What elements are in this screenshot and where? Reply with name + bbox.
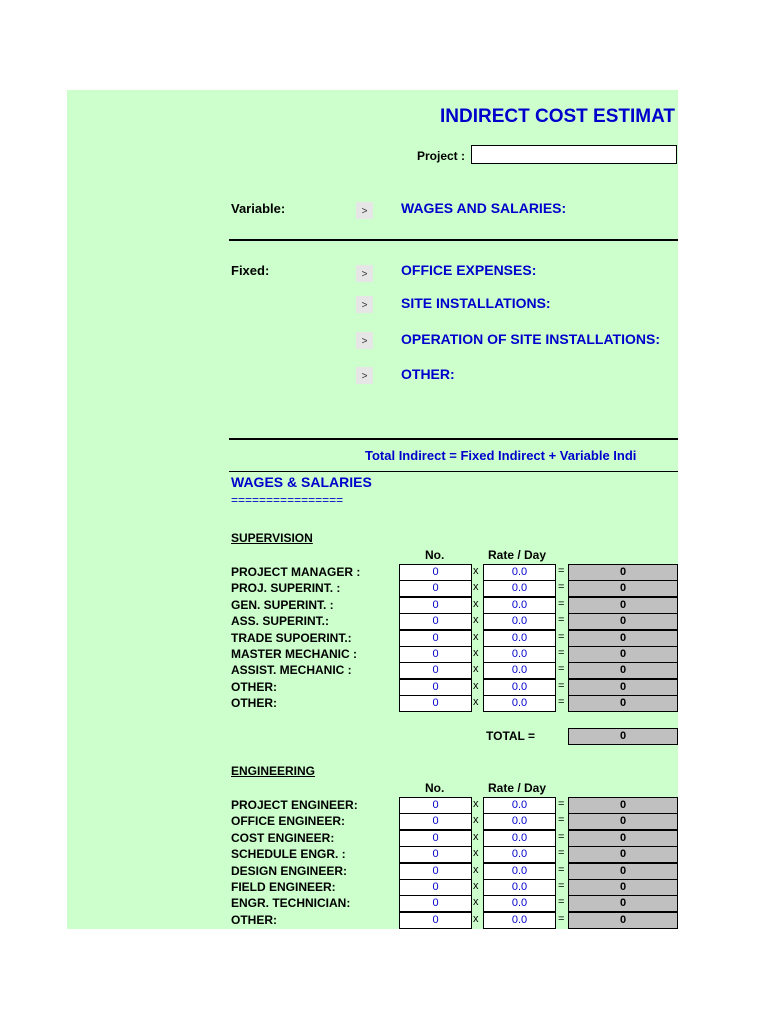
row-label: ENGR. TECHNICIAN: (231, 896, 351, 911)
equals-sign: = (558, 679, 565, 692)
page-title: INDIRECT COST ESTIMAT (440, 106, 676, 127)
row-total: 0 (568, 630, 678, 647)
table-row (67, 564, 678, 581)
times-sign: x (473, 830, 479, 843)
equals-sign: = (558, 798, 565, 810)
rate-input[interactable]: 0.0 (483, 646, 556, 663)
rate-input[interactable]: 0.0 (483, 879, 556, 896)
engineering-heading: ENGINEERING (231, 764, 316, 778)
times-sign: x (473, 880, 479, 892)
equals-sign: = (558, 614, 565, 627)
rate-input[interactable]: 0.0 (483, 662, 556, 679)
times-sign: x (473, 630, 479, 643)
rate-input[interactable]: 0.0 (483, 846, 556, 863)
quantity-input[interactable]: 0 (399, 580, 472, 597)
row-label: OTHER: (231, 679, 277, 694)
quantity-input[interactable]: 0 (399, 895, 472, 912)
table-row (67, 863, 678, 880)
equals-sign: = (558, 581, 565, 594)
times-sign: x (473, 912, 479, 925)
row-label: GEN. SUPERINT. : (231, 597, 334, 612)
row-total: 0 (568, 613, 678, 630)
office-expenses-button[interactable]: > (356, 265, 373, 282)
quantity-input[interactable]: 0 (399, 630, 472, 647)
row-total: 0 (568, 846, 678, 863)
row-label: OTHER: (231, 912, 277, 927)
col-no-header: No. (425, 781, 445, 795)
rate-input[interactable]: 0.0 (483, 679, 556, 696)
rate-input[interactable]: 0.0 (483, 613, 556, 630)
table-row (67, 879, 678, 896)
wages-underline: ================ (231, 493, 344, 507)
project-field[interactable] (471, 145, 677, 164)
row-label: PROJ. SUPERINT. : (231, 581, 341, 596)
row-label: PROJECT ENGINEER: (231, 798, 358, 812)
quantity-input[interactable]: 0 (399, 813, 472, 830)
col-no-header: No. (425, 548, 445, 562)
rate-input[interactable]: 0.0 (483, 695, 556, 712)
quantity-input[interactable]: 0 (399, 679, 472, 696)
equals-sign: = (558, 863, 565, 876)
quantity-input[interactable]: 0 (399, 863, 472, 880)
equals-sign: = (558, 830, 565, 843)
office-expenses-link[interactable]: OFFICE EXPENSES: (401, 262, 537, 278)
times-sign: x (473, 647, 479, 659)
equals-sign: = (558, 597, 565, 610)
table-row (67, 580, 678, 597)
other-link[interactable]: OTHER: (401, 366, 455, 382)
table-row (67, 797, 678, 814)
wages-heading: WAGES & SALARIES (231, 474, 372, 490)
equals-sign: = (558, 696, 565, 709)
wages-salaries-link[interactable]: WAGES AND SALARIES: (401, 200, 567, 216)
operation-site-button[interactable]: > (356, 332, 373, 349)
quantity-input[interactable]: 0 (399, 646, 472, 663)
row-total: 0 (568, 679, 678, 696)
table-row (67, 912, 678, 929)
table-row (67, 662, 678, 679)
equals-sign: = (558, 630, 565, 643)
rate-input[interactable]: 0.0 (483, 895, 556, 912)
row-label: FIELD ENGINEER: (231, 880, 336, 894)
rate-input[interactable]: 0.0 (483, 912, 556, 929)
rate-input[interactable]: 0.0 (483, 630, 556, 647)
row-total: 0 (568, 797, 678, 814)
row-total: 0 (568, 646, 678, 663)
spreadsheet (67, 90, 678, 929)
divider (229, 438, 678, 440)
times-sign: x (473, 798, 479, 810)
quantity-input[interactable]: 0 (399, 597, 472, 614)
row-total: 0 (568, 662, 678, 679)
supervision-total-label: TOTAL = (486, 729, 536, 743)
col-rate-header: Rate / Day (488, 781, 547, 795)
table-row (67, 846, 678, 863)
equals-sign: = (558, 847, 565, 860)
times-sign: x (473, 863, 479, 876)
rate-input[interactable]: 0.0 (483, 863, 556, 880)
row-total: 0 (568, 580, 678, 597)
quantity-input[interactable]: 0 (399, 695, 472, 712)
supervision-total-value: 0 (568, 728, 678, 745)
times-sign: x (473, 696, 479, 709)
row-total: 0 (568, 564, 678, 581)
quantity-input[interactable]: 0 (399, 912, 472, 929)
row-label: TRADE SUPOERINT.: (231, 630, 352, 645)
times-sign: x (473, 896, 479, 909)
equals-sign: = (558, 814, 565, 827)
quantity-input[interactable]: 0 (399, 879, 472, 896)
row-label: ASSIST. MECHANIC : (231, 663, 352, 678)
row-label: MASTER MECHANIC : (231, 647, 357, 661)
table-row (67, 813, 678, 830)
rate-input[interactable]: 0.0 (483, 830, 556, 847)
times-sign: x (473, 847, 479, 860)
equals-sign: = (558, 912, 565, 925)
site-installations-button[interactable]: > (356, 296, 373, 313)
quantity-input[interactable]: 0 (399, 613, 472, 630)
other-button[interactable]: > (356, 367, 373, 384)
col-rate-header: Rate / Day (488, 548, 547, 562)
table-row (67, 895, 678, 912)
times-sign: x (473, 581, 479, 594)
equals-sign: = (558, 565, 565, 577)
quantity-input[interactable]: 0 (399, 662, 472, 679)
wages-link-button[interactable]: > (356, 202, 373, 219)
total-formula: Total Indirect = Fixed Indirect + Variable Indi (365, 448, 637, 463)
row-label: SCHEDULE ENGR. : (231, 847, 346, 862)
table-row (67, 646, 678, 663)
row-label: ASS. SUPERINT.: (231, 614, 330, 629)
table-row (67, 613, 678, 630)
row-label: OTHER: (231, 696, 277, 711)
row-total: 0 (568, 895, 678, 912)
project-label: Project : (417, 149, 466, 163)
times-sign: x (473, 614, 479, 627)
times-sign: x (473, 663, 479, 676)
divider (229, 239, 678, 241)
row-total: 0 (568, 912, 678, 929)
variable-label: Variable: (231, 201, 286, 216)
rate-input[interactable]: 0.0 (483, 564, 556, 581)
quantity-input[interactable]: 0 (399, 564, 472, 581)
row-total: 0 (568, 813, 678, 830)
quantity-input[interactable]: 0 (399, 797, 472, 814)
table-row (67, 830, 678, 847)
times-sign: x (473, 814, 479, 827)
equals-sign: = (558, 880, 565, 892)
rate-input[interactable]: 0.0 (483, 580, 556, 597)
row-label: OFFICE ENGINEER: (231, 814, 346, 829)
row-total: 0 (568, 695, 678, 712)
quantity-input[interactable]: 0 (399, 846, 472, 863)
equals-sign: = (558, 647, 565, 659)
row-label: COST ENGINEER: (231, 830, 335, 845)
equals-sign: = (558, 663, 565, 676)
supervision-heading: SUPERVISION (231, 531, 313, 545)
rate-input[interactable]: 0.0 (483, 597, 556, 614)
fixed-label: Fixed: (231, 263, 270, 278)
times-sign: x (473, 597, 479, 610)
table-row (67, 695, 678, 712)
rate-input[interactable]: 0.0 (483, 797, 556, 814)
operation-site-link[interactable]: OPERATION OF SITE INSTALLATIONS: (401, 331, 660, 347)
divider (229, 471, 678, 472)
row-total: 0 (568, 879, 678, 896)
quantity-input[interactable]: 0 (399, 830, 472, 847)
rate-input[interactable]: 0.0 (483, 813, 556, 830)
times-sign: x (473, 679, 479, 692)
table-row (67, 597, 678, 614)
table-row (67, 630, 678, 647)
row-label: PROJECT MANAGER : (231, 565, 361, 579)
row-label: DESIGN ENGINEER: (231, 863, 348, 878)
row-total: 0 (568, 863, 678, 880)
equals-sign: = (558, 896, 565, 909)
row-total: 0 (568, 597, 678, 614)
times-sign: x (473, 565, 479, 577)
table-row (67, 679, 678, 696)
site-installations-link[interactable]: SITE INSTALLATIONS: (401, 295, 551, 311)
row-total: 0 (568, 830, 678, 847)
